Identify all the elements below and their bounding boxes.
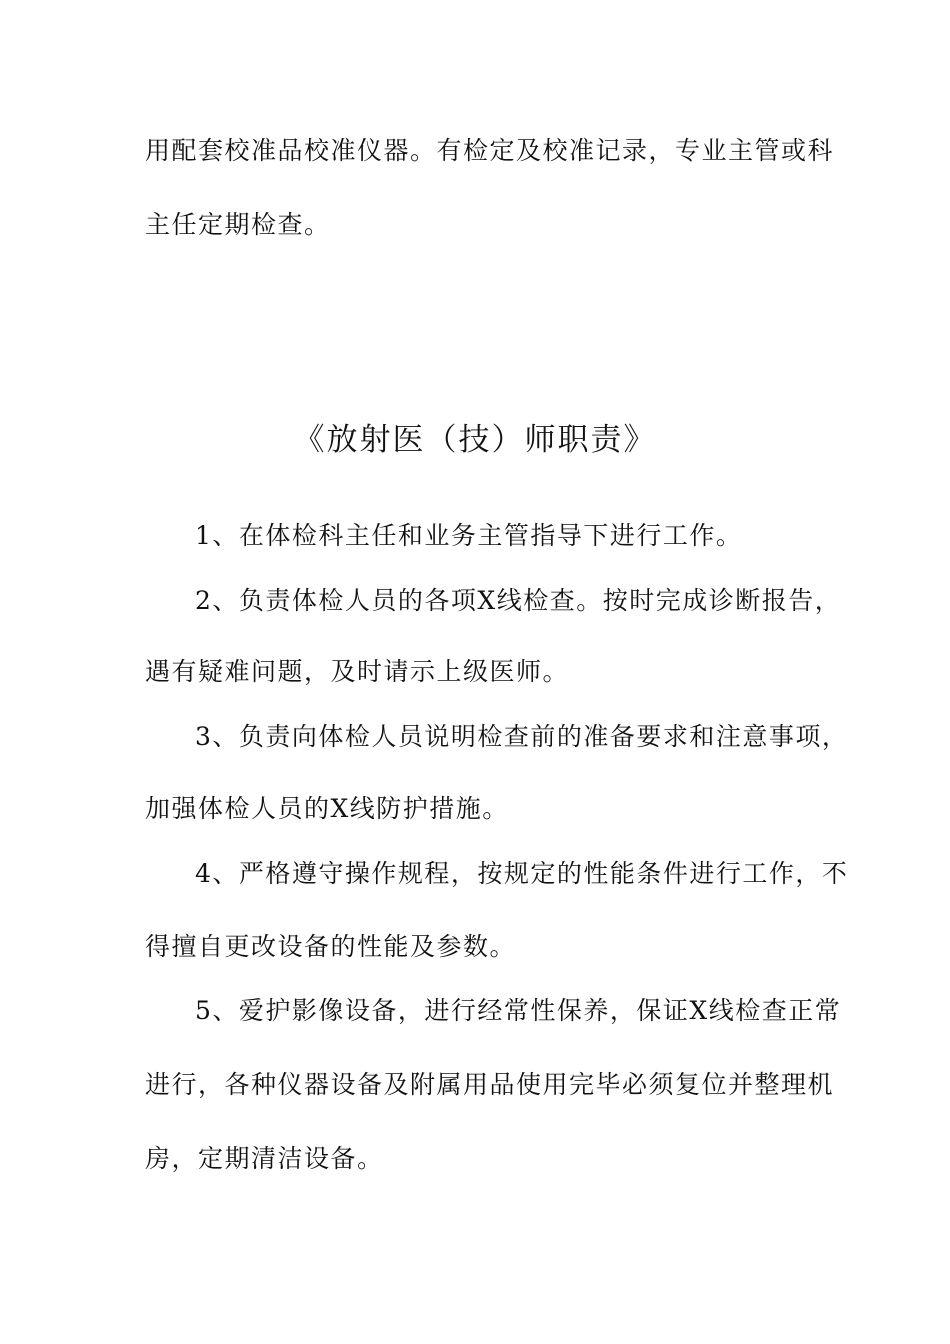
continuation-line-2: 主任定期检查。 [145,210,331,239]
item-4-line-2: 得擅自更改设备的性能及参数。 [145,932,517,961]
item-2-line-2: 遇有疑难问题，及时请示上级医师。 [145,657,570,686]
item-3-line-2: 加强体检人员的X线防护措施。 [145,794,509,823]
item-2-line-1: 2、负责体检人员的各项X线检查。按时完成诊断报告， [195,586,842,615]
item-5-line-2: 进行，各种仪器设备及附属用品使用完毕必须复位并整理机 [145,1070,835,1099]
item-3-line-1: 3、负责向体检人员说明检查前的准备要求和注意事项， [195,722,849,751]
item-1-line-1: 1、在体检科主任和业务主管指导下进行工作。 [195,521,743,550]
item-4-line-1: 4、严格遵守操作规程，按规定的性能条件进行工作，不 [195,859,849,888]
continuation-line-1: 用配套校准品校准仪器。有检定及校准记录，专业主管或科 [145,136,835,165]
section-title: 《放射医（技）师职责》 [293,422,657,458]
item-5-line-3: 房，定期清洁设备。 [145,1144,384,1173]
item-5-line-1: 5、爱护影像设备，进行经常性保养，保证X线检查正常 [195,996,842,1025]
